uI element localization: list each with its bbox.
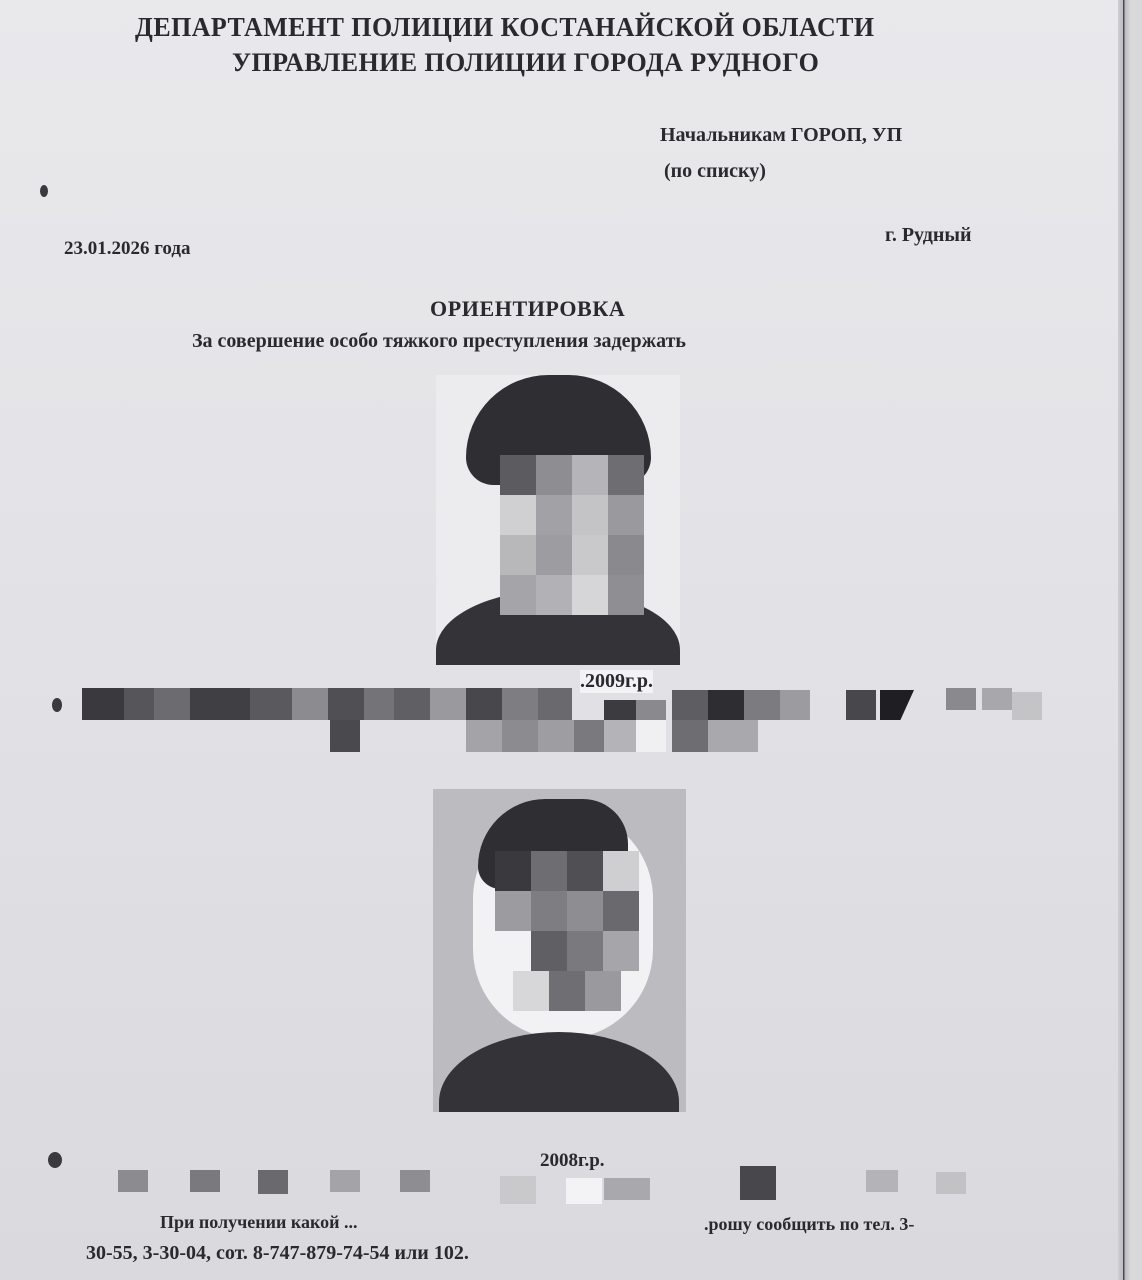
- paper-edge: [1118, 0, 1130, 1280]
- ink-spot: [40, 185, 48, 197]
- footer-contacts: 30-55, 3-30-04, сот. 8-747-879-74-54 или 102.: [86, 1242, 469, 1264]
- document-city: г. Рудный: [885, 224, 972, 246]
- footer-text-start: При получении какой ...: [160, 1212, 358, 1232]
- addressee: Начальникам ГОРОП, УП: [660, 124, 903, 146]
- suspect-photo-2: [433, 789, 686, 1112]
- birth-year-1: .2009г.р.: [580, 670, 653, 692]
- addressee-note: (по списку): [664, 160, 766, 182]
- footer-text-end: .рошу сообщить по тел. 3-: [704, 1214, 915, 1234]
- header-department: ДЕПАРТАМЕНТ ПОЛИЦИИ КОСТАНАЙСКОЙ ОБЛАСТИ: [135, 12, 875, 42]
- suspect-photo-1: [436, 375, 680, 665]
- header-directorate: УПРАВЛЕНИЕ ПОЛИЦИИ ГОРОДА РУДНОГО: [232, 48, 820, 77]
- document-subtitle: За совершение особо тяжкого преступления задержать: [192, 330, 686, 352]
- shoulders-shape: [439, 1032, 679, 1112]
- birth-year-2: 2008г.р.: [540, 1150, 605, 1171]
- document-date: 23.01.2026 года: [64, 238, 191, 259]
- document-title: ОРИЕНТИРОВКА: [430, 296, 626, 321]
